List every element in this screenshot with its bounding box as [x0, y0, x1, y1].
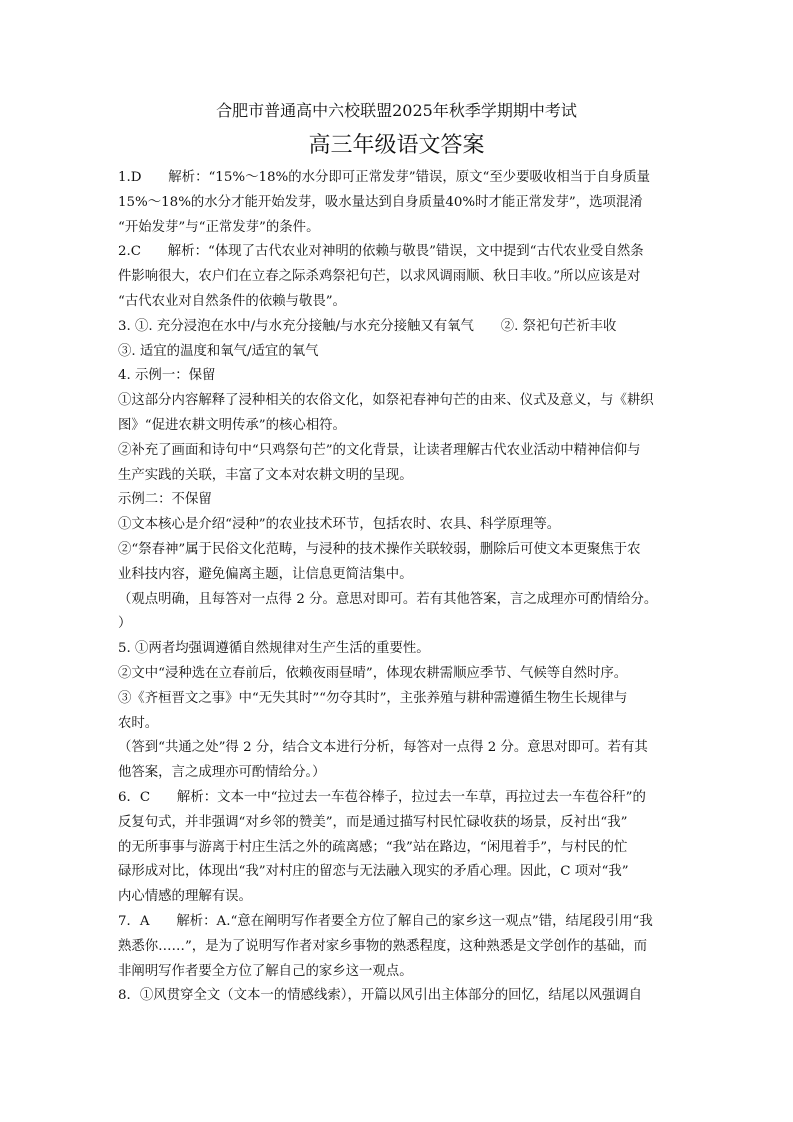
text-line: 4. 示例一：保留: [118, 368, 216, 384]
text-line: 3. ①. 充分浸泡在水中/与水充分接触/与水充分接触又有氧气 ②. 祭祀句芒祈丰收: [118, 318, 617, 334]
exam-title: 合肥市普通高中六校联盟2025年秋季学期期中考试: [216, 101, 577, 120]
document-title: 高三年级语文答案: [308, 133, 485, 158]
text-line: 15%～18%的水分才能开始发芽，吸水量达到自身质量40%时才能正常发芽”，选项混淆: [118, 194, 643, 210]
text-line: 示例二：不保留: [118, 492, 212, 508]
answer-body: [118, 166, 678, 1009]
text-line: 件影响很大，农户们在立春之际杀鸡祭祀句芒，以求风调雨顺、秋日丰收。”所以应该是对: [118, 269, 641, 285]
text-line: ①文本核心是介绍“浸种”的农业技术环节，包括农时、农具、科学原理等。: [118, 517, 561, 533]
text-line: 生产实践的关联，丰富了文本对农耕文明的呈现。: [118, 467, 413, 483]
text-line: 碌形成对比，体现出“我”对村庄的留恋与无法融入现实的矛盾心理。因此，C 项对“我”: [118, 864, 629, 880]
text-line: 熟悉你……”，是为了说明写作者对家乡事物的熟悉程度，这种熟悉是文学创作的基础，而: [118, 938, 648, 954]
text-line: 图》“促进农耕文明传承”的核心相符。: [118, 417, 346, 433]
text-line: ③. 适宜的温度和氧气/适宜的氧气: [118, 343, 319, 359]
text-line: 8．①风贯穿全文（文本一的情感线索），开篇以风引出主体部分的回忆，结尾以风强调自: [118, 988, 643, 1004]
text-line: ②补充了画面和诗句中“只鸡祭句芒”的文化背景，让读者理解古代农业活动中精神信仰与: [118, 442, 641, 458]
text-line: ①这部分内容解释了浸种相关的农俗文化，如祭祀春神句芒的由来、仪式及意义，与《耕织: [118, 393, 654, 409]
text-line: ②文中“浸种选在立春前后，依赖夜雨昼晴”，体现农耕需顺应季节、气候等自然时序。: [118, 665, 628, 681]
text-line: ②“祭春神”属于民俗文化范畴，与浸种的技术操作关联较弱，删除后可使文本更聚焦于农: [118, 541, 641, 557]
text-line: 1.D 解析：“15%～18%的水分即可正常发芽”错误，原文“至少要吸收相当于自身质量: [118, 170, 651, 185]
text-line: 5. ①两者均强调遵循自然规律对生产生活的重要性。: [118, 641, 430, 657]
text-line: “开始发芽”与“正常发芽”的条件。: [118, 219, 320, 235]
text-line: 非阐明写作者要全方位了解自己的家乡这一观点。: [118, 963, 413, 979]
text-line: 内心情感的理解有误。: [118, 889, 252, 905]
text-line: 反复句式，并非强调“对乡邻的赞美”，而是通过描写村民忙碌收获的场景，反衬出“我”: [118, 814, 628, 830]
text-line: 7．A 解析：A.“意在阐明写作者要全方位了解自己的家乡这一观点”错，结尾段引用“我: [118, 913, 653, 929]
text-line: 业科技内容，避免偏离主题，让信息更简洁集中。: [118, 566, 413, 582]
text-line: 他答案，言之成理亦可酌情给分。）: [118, 765, 326, 781]
text-line: （答到“共通之处”得 2 分，结合文本进行分析，每答对一点得 2 分。意思对即可。若有其: [118, 740, 648, 756]
text-line: ③《齐桓晋文之事》中“无失其时”“勿夺其时”，主张养殖与耕种需遵循生物生长规律与: [118, 690, 628, 706]
text-line: 的无所事事与游离于村庄生活之外的疏离感；“我”站在路边，“闲甩着手”，与村民的忙: [118, 839, 628, 855]
text-line: “古代农业对自然条件的依赖与敬畏”。: [118, 293, 346, 309]
text-line: ）: [118, 616, 132, 632]
text-line: 6．C 解析：文本一中“拉过去一车苞谷棒子，拉过去一车草，再拉过去一车苞谷秆”的: [118, 789, 646, 805]
text-line: （观点明确，且每答对一点得 2 分。意思对即可。若有其他答案，言之成理亦可酌情给分。: [118, 591, 658, 607]
text-line: 农时。: [118, 715, 159, 731]
text-line: 2.C 解析：“体现了古代农业对神明的依赖与敬畏”错误，文中提到“古代农业受自然条: [118, 244, 644, 260]
